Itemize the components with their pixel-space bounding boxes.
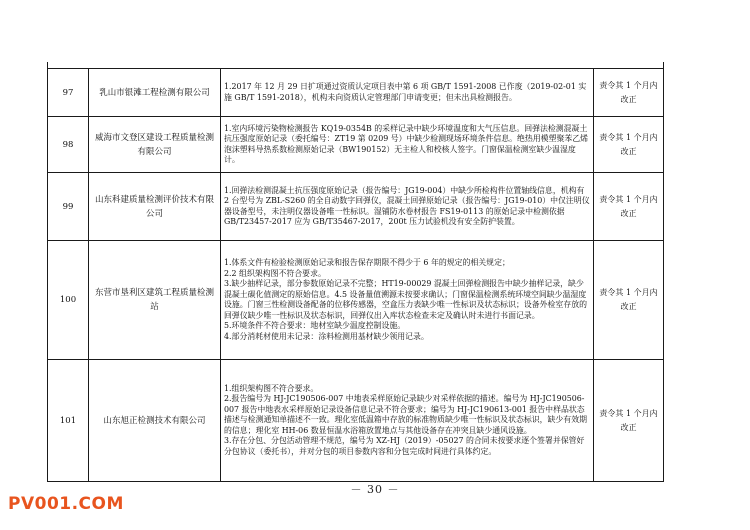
issues-cell <box>221 69 594 117</box>
inspection-findings-table <box>47 68 664 482</box>
issue-item: 4.部分消耗材使用未记录：涂料检测用基材缺少领用记录。 <box>224 331 429 341</box>
rectification-action: 责令其 1 个月内改正 <box>594 69 664 117</box>
rectification-action: 责令其 1 个月内改正 <box>594 117 664 173</box>
organization-name: 威海市文登区建设工程质量检测有限公司 <box>89 117 221 173</box>
rectification-action: 责令其 1 个月内改正 <box>594 173 664 241</box>
rectification-action: 责令其 1 个月内改正 <box>594 360 664 482</box>
table-row <box>48 173 664 241</box>
row-number: 100 <box>48 241 89 360</box>
organization-name: 山东旭正检测技术有限公司 <box>89 360 221 482</box>
row-number: 99 <box>48 173 89 241</box>
issues-cell <box>221 360 594 482</box>
issue-item: 1.组织架构图不符合要求。 <box>224 383 319 393</box>
issues-cell <box>221 173 594 241</box>
page-number: － 30 － <box>350 483 400 496</box>
site-watermark: PV001.COM <box>8 494 124 514</box>
issue-item: 1.2017 年 12 月 29 日扩项通过资质认定项目表中第 6 项 GB/T 1591-2008 已作废（2019-02-01 实施 GB/T 1591-2018），机构未向资质认定管理部门申请变更；但未出具检测报告。 <box>224 82 587 102</box>
row-number: 97 <box>48 69 89 117</box>
table-row <box>48 241 664 360</box>
issue-item: 2.报告编号为 HJ-JC190506-007 中地表采样原始记录缺少对采样依据的描述。编号为 HJ-JC190506-007 报告中地表水采样原始记录设备信息记录不符合要求；编号为 HJ-JC190613-001 报告中样品状态描述与检测通知单描述不一致。理化室低温箱中存放的标准物质缺少唯一性标识及状态标识，缺少有效期的信息；理化室 HH-06 数显恒温水浴箱放置地点与其他设备存在冲突且缺少通风设施。 <box>224 394 587 435</box>
rectification-action: 责令其 1 个月内改正 <box>594 241 664 360</box>
issues-cell <box>221 117 594 173</box>
issue-item: 1.回弹法检测混凝土抗压强度原始记录（报告编号：JG19-004）中缺少所检构件位置轴线信息，机构有 2 台型号为 ZBL-S260 的全自动数字回弹仪，混凝土回弹原始记录（报告编号：JG19-010）中仅注明仪器设备型号，未注明仪器设备唯一性标识。湿铺防水卷材报告 FS19-0113 的原始记录中检测依据 GB/T23457-2017 应为 GB/T35467-2017，200t 压力试验机没有安全防护装置。 <box>224 185 590 226</box>
table-row <box>48 69 664 117</box>
issue-item: 1.室内环境污染物检测报告 KQ19-0354B 的采样记录中缺少环境温度和大气压信息。回弹法检测混凝土抗压强度原始记录（委托编号：ZT19 第 0209 号）中缺少检测现场环境条件信息。绝热用模塑聚苯乙烯泡沫塑料导热系数检测原始记录（BW190152）无主检人和校核人签字。门窗保温检测室缺少温湿度计。 <box>224 123 589 164</box>
table-row <box>48 360 664 482</box>
organization-name: 东营市垦利区建筑工程质量检测站 <box>89 241 221 360</box>
issue-item: 3.缺少抽样记录，部分参数原始记录不完整；HT19-00029 混凝土回弹检测报告中缺少抽样记录，缺少混凝土碳化值测定的原始信息。4.5 设备量值溯源未按要求确认；门窗保温检测系统环境空间缺少温湿度设施。门窗三性检测设备配备的位移传感器，空盒压力表缺少唯一性标识及状态标识；设备外检室存放的回弹仪缺少唯一性标识及状态标识，回弹仪出入库状态检查未定及确认时未进行书面记录。 <box>224 279 587 320</box>
table-body <box>48 69 664 482</box>
issues-cell <box>221 241 594 360</box>
organization-name: 山东科建质量检测评价技术有限公司 <box>89 173 221 241</box>
issue-item: 5.环境条件不符合要求：地材室缺少温度控制设施。 <box>224 321 406 330</box>
issue-item: 1.体系文件有检验检测原始记录和报告保存期限不得少于 6 年的规定的相关规定； <box>224 258 510 267</box>
row-number: 98 <box>48 117 89 173</box>
table-row <box>48 117 664 173</box>
issue-item: 2.2 组织架构图不符合要求。 <box>224 268 326 278</box>
row-number: 101 <box>48 360 89 482</box>
organization-name: 乳山市银滩工程检测有限公司 <box>89 69 221 117</box>
issue-item: 3.存在分包、分包活动管理不规范，编号为 XZ-HJ（2019）-05027 的合同未按要求逐个签署并保管好分包协议（委托书），并对分包的项目参数内容和分包完成时间进行具体约定。 <box>224 436 585 456</box>
